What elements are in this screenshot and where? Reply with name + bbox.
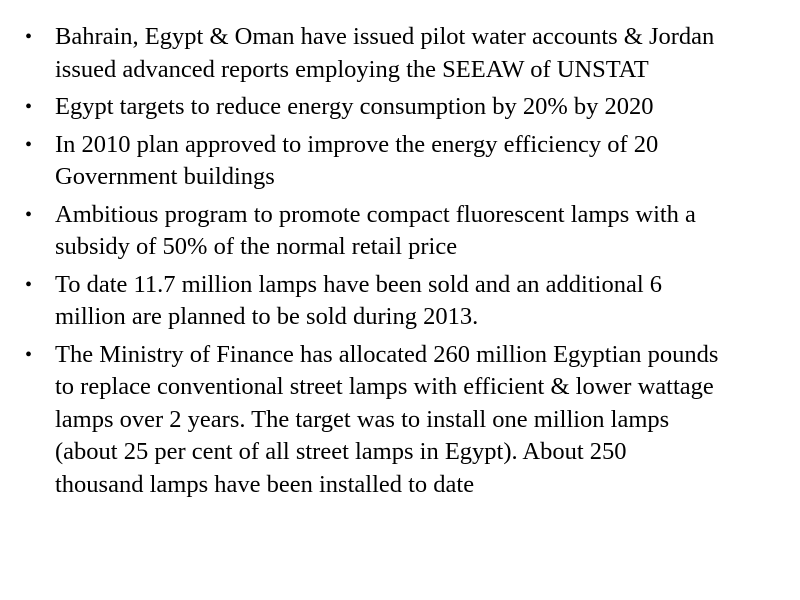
bullet-icon: • <box>25 203 33 226</box>
bullet-text-line: The Ministry of Finance has allocated 260 million Egyptian pounds <box>55 340 719 368</box>
bullet-icon: • <box>25 133 33 156</box>
bullet-icon: • <box>25 96 33 118</box>
bullet-item-cfl-program <box>22 199 787 264</box>
bullet-list <box>22 21 787 506</box>
bullet-icon: • <box>25 26 33 48</box>
bullet-text-line: subsidy of 50% of the normal retail price <box>55 233 458 260</box>
bullet-icon: • <box>25 343 33 366</box>
bullet-item-energy-target <box>22 91 787 124</box>
bullet-text-line: Government buildings <box>55 163 275 190</box>
bullet-item-government-buildings <box>22 129 787 194</box>
bullet-text-line: Bahrain, Egypt & Oman have issued pilot water accounts & Jordan <box>55 23 715 50</box>
bullet-item-water-accounts <box>22 21 787 86</box>
bullet-item-street-lamps <box>22 339 787 502</box>
bullet-text-line: million are planned to be sold during 2013. <box>55 303 479 330</box>
bullet-text-line: lamps over 2 years. The target was to install one million lamps <box>55 405 670 433</box>
bullet-text-line: (about 25 per cent of all street lamps in Egypt). About 250 <box>55 438 627 465</box>
bullet-text-line: thousand lamps have been installed to date <box>55 470 475 498</box>
bullet-icon: • <box>25 273 33 296</box>
bullet-text-line: In 2010 plan approved to improve the energy efficiency of 20 <box>55 130 659 158</box>
bullet-text-line: Ambitious program to promote compact fluorescent lamps with a <box>55 200 696 228</box>
bullet-text-line: issued advanced reports employing the SEEAW of UNSTAT <box>55 55 649 83</box>
bullet-text-line: To date 11.7 million lamps have been sold and an additional 6 <box>55 270 663 298</box>
bullet-item-lamps-sold <box>22 269 787 334</box>
bullet-text-line: Egypt targets to reduce energy consumption by 20% by 2020 <box>55 93 654 120</box>
bullet-text-line: to replace conventional street lamps with efficient & lower wattage <box>55 373 714 400</box>
